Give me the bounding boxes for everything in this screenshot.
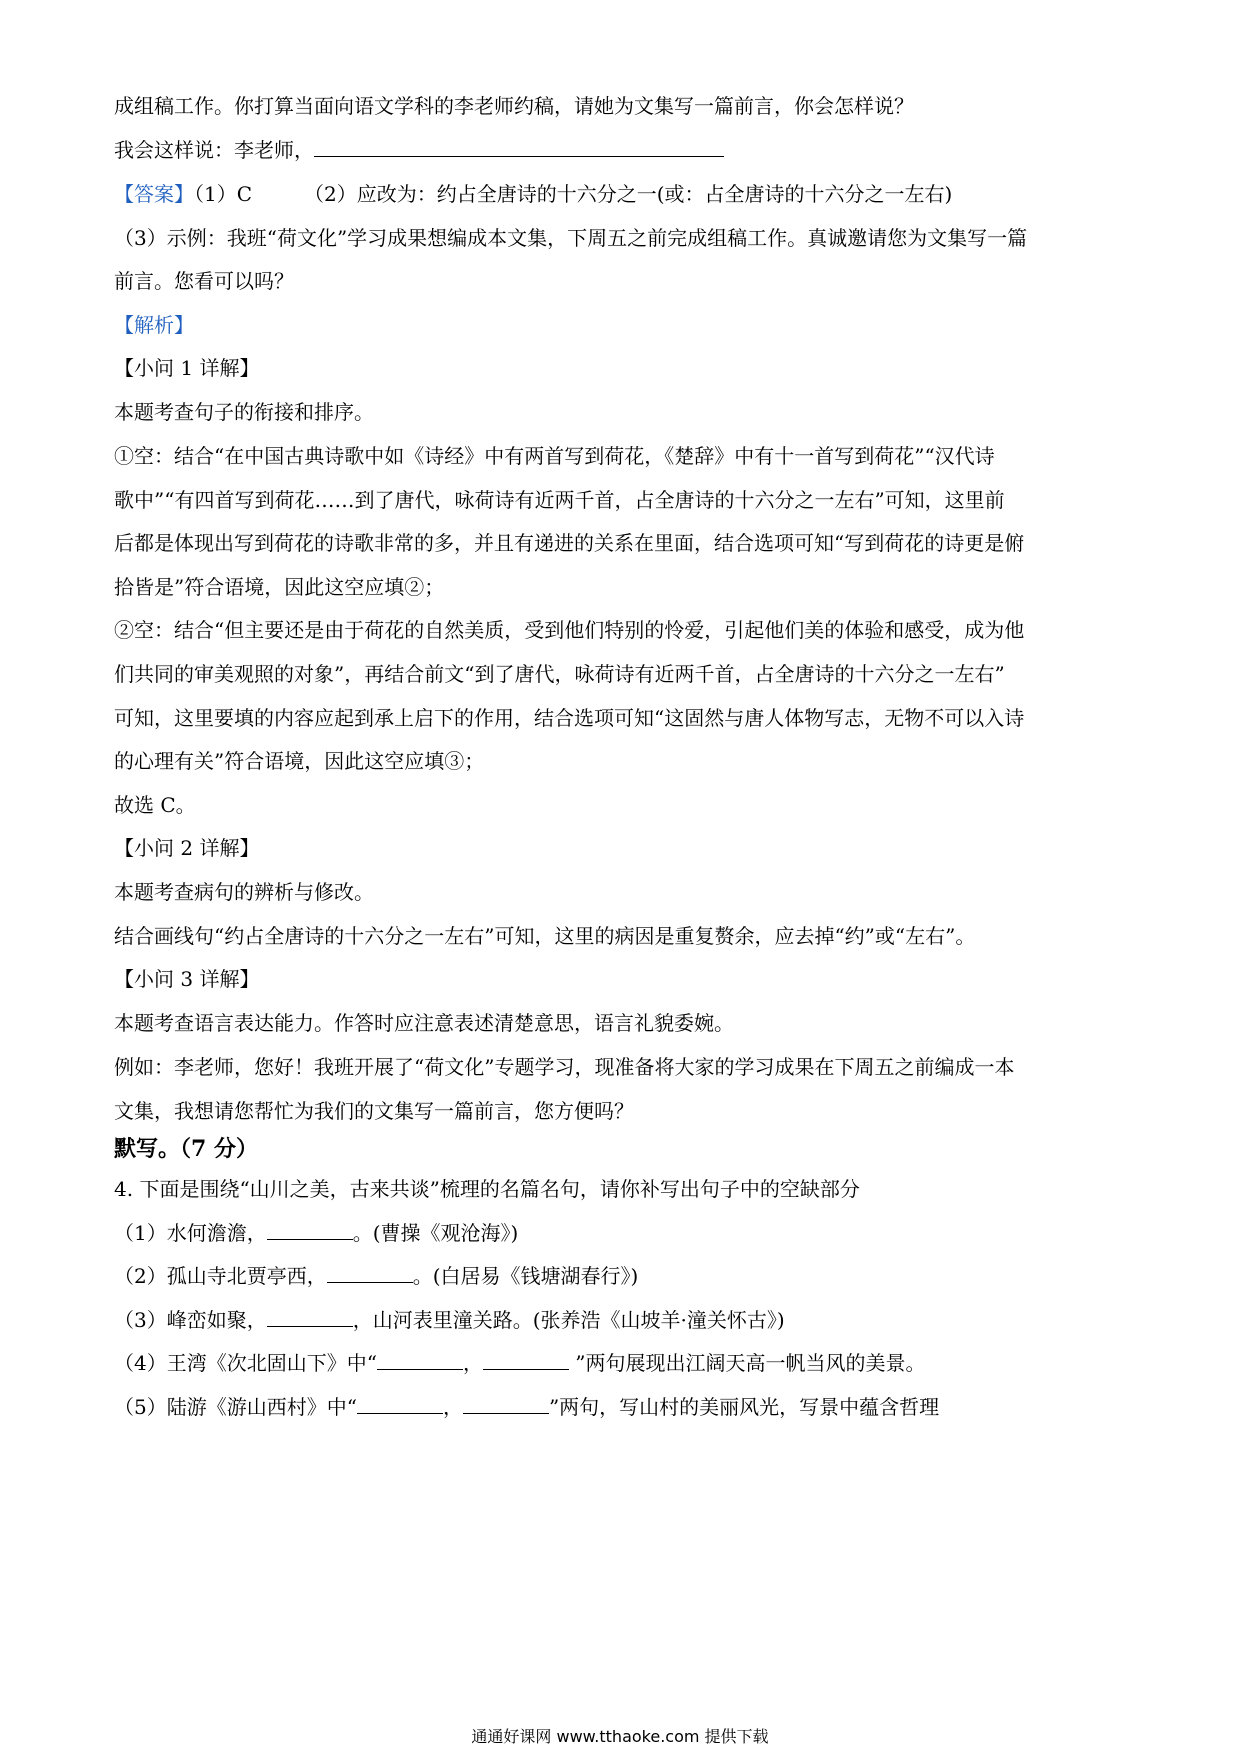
- answer-2: （2）应改为：约占全唐诗的十六分之一(或：占全唐诗的十六分之一左右): [304, 182, 953, 206]
- fill-blank: [267, 1221, 353, 1240]
- answer-1: （1）C: [194, 182, 253, 206]
- item-text: ，: [442, 1395, 463, 1419]
- q1-heading: 【小问 1 详解】: [114, 356, 260, 380]
- analysis-tag: 【解析】: [114, 313, 194, 337]
- item-text: 。(白居易《钱塘湖春行》): [412, 1264, 639, 1288]
- intro-prompt: 我会这样说：李老师，: [114, 138, 314, 162]
- answer-3-line-1: （3）示例：我班“荷文化”学习成果想编成本文集，下周五之前完成组稿工作。真诚邀请您为文集写一篇: [114, 226, 1028, 250]
- q3-line: 文集，我想请您帮忙为我们的文集写一篇前言，您方便吗？: [114, 1099, 634, 1123]
- item-text: ”两句，写山村的美丽风光，写景中蕴含哲理: [548, 1395, 940, 1419]
- item-text: （3）峰峦如聚，: [114, 1308, 267, 1332]
- q1-line: 本题考查句子的衔接和排序。: [114, 400, 374, 424]
- fill-blank: [463, 1395, 549, 1414]
- intro-answer-line: [114, 135, 1134, 165]
- answer-blank: [314, 138, 724, 157]
- intro-line: 成组稿工作。你打算当面向语文学科的李老师约稿，请她为文集写一篇前言，你会怎样说？: [114, 94, 914, 118]
- q1-line: 的心理有关”符合语境，因此这空应填③；: [114, 749, 485, 773]
- q3-heading: 【小问 3 详解】: [114, 967, 260, 991]
- dictation-item: [114, 1218, 1134, 1248]
- item-text: ”两句展现出江阔天高一帆当风的美景。: [568, 1351, 926, 1375]
- fill-blank: [267, 1308, 353, 1327]
- answer-tag: 【答案】: [114, 182, 194, 206]
- page-footer: 通通好课网 www.tthaoke.com 提供下载: [471, 1727, 769, 1746]
- fill-blank: [377, 1351, 463, 1370]
- item-text: ，山河表里潼关路。(张养浩《山坡羊·潼关怀古》): [352, 1308, 785, 1332]
- q1-line: 拾皆是”符合语境，因此这空应填②；: [114, 575, 445, 599]
- dictation-item: [114, 1392, 1134, 1422]
- q1-line: ②空：结合“但主要还是由于荷花的自然美质，受到他们特别的怜爱，引起他们美的体验和感受，成为他: [114, 618, 1025, 642]
- item-text: （4）王湾《次北固山下》中“: [114, 1351, 377, 1375]
- item-text: （1）水何澹澹，: [114, 1221, 267, 1245]
- dictation-item: [114, 1261, 1134, 1291]
- q1-line: 后都是体现出写到荷花的诗歌非常的多，并且有递进的关系在里面，结合选项可知“写到荷花的诗更是俯: [114, 531, 1025, 555]
- q3-line: 例如：李老师，您好！我班开展了“荷文化”专题学习，现准备将大家的学习成果在下周五之前编成一本: [114, 1055, 1015, 1079]
- fill-blank: [357, 1395, 443, 1414]
- q1-line: ①空：结合“在中国古典诗歌中如《诗经》中有两首写到荷花，《楚辞》中有十一首写到荷花”“汉代诗: [114, 444, 995, 468]
- q2-heading: 【小问 2 详解】: [114, 836, 260, 860]
- item-text: 。(曹操《观沧海》): [352, 1221, 519, 1245]
- item-text: （5）陆游《游山西村》中“: [114, 1395, 357, 1419]
- answer-line: [114, 179, 1134, 209]
- q2-line: 本题考查病句的辨析与修改。: [114, 880, 374, 904]
- question-4: 4. 下面是围绕“山川之美，古来共谈”梳理的名篇名句，请你补写出句子中的空缺部分: [114, 1177, 860, 1201]
- fill-blank: [483, 1351, 569, 1370]
- q1-line: 歌中”“有四首写到荷花……到了唐代，咏荷诗有近两千首，占全唐诗的十六分之一左右”可知，这里前: [114, 488, 1005, 512]
- item-text: （2）孤山寺北贾亭西，: [114, 1264, 327, 1288]
- fill-blank: [327, 1264, 413, 1283]
- q2-line: 结合画线句“约占全唐诗的十六分之一左右”可知，这里的病因是重复赘余，应去掉“约”或“左右”。: [114, 924, 976, 948]
- q3-line: 本题考查语言表达能力。作答时应注意表述清楚意思，语言礼貌委婉。: [114, 1011, 734, 1035]
- dictation-item: [114, 1348, 1134, 1378]
- q1-line: 故选 C。: [114, 793, 196, 817]
- dictation-item: [114, 1305, 1134, 1335]
- q1-line: 们共同的审美观照的对象”，再结合前文“到了唐代，咏荷诗有近两千首，占全唐诗的十六分之一左右”: [114, 662, 1005, 686]
- q1-line: 可知，这里要填的内容应起到承上启下的作用，结合选项可知“这固然与唐人体物写志，无物不可以入诗: [114, 706, 1025, 730]
- answer-3-line-2: 前言。您看可以吗？: [114, 269, 294, 293]
- dictation-title: 默写。（7 分）: [114, 1136, 258, 1162]
- item-text: ，: [462, 1351, 483, 1375]
